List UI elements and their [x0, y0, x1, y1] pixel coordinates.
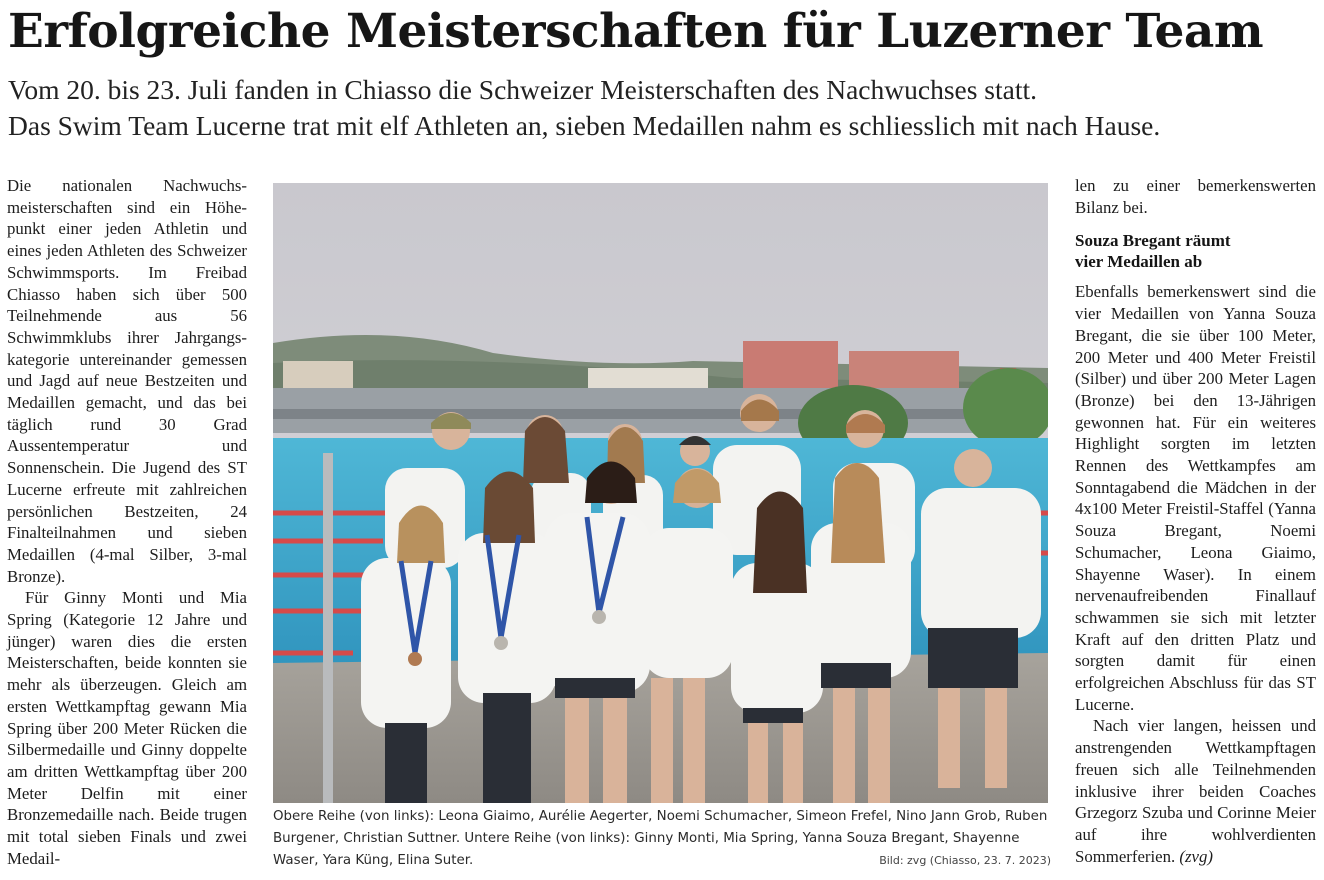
article-headline: Erfolgreiche Meisterschaften für Luzerner Team: [8, 4, 1264, 59]
subheading-line-1: Souza Bregant räumt: [1075, 231, 1231, 251]
right-text-column: [1075, 175, 1316, 867]
right-paragraph-2: Ebenfalls bemerkenswert sind die vier Medaillen von Yanna Souza Bregant, die sie über 100 Meter, 200 Meter und 400 Meter Freistil (Silber) und über 200 Meter Lagen (Bronze) bei den 13-Jährigen gewonnen hat. Für ein weiteres Highlight sorgten im letzten Rennen des Wettkampfes am Sonntagabend die Mädchen in der 4x100 Meter Freistil-Staffel (Yanna Souza Bregant, Noemi Schumacher, Leona Giaimo, Shayenne Waser). In einem nervenaufreibenden Finallauf schwammen sie sich mit letzter Kraft auf den dritten Platz und sorgten damit für einen erfolgreichen Abschluss für das ST Lucerne.: [1075, 282, 1316, 714]
lead-line-2: Das Swim Team Lucerne trat mit elf Athleten an, sieben Medaillen nahm es schliesslich mit nach Hause.: [8, 110, 1161, 141]
subheading-line-2: vier Medaillen ab: [1075, 252, 1203, 272]
right-paragraph-3: [1075, 715, 1316, 867]
left-text-column: [7, 175, 247, 870]
author-signature: (zvg): [1179, 846, 1213, 866]
right-paragraph-3-text: Nach vier langen, heissen und anstrengenden Wettkampftagen freuen sich alle Teilnehmenden inklusive ihrer beiden Coaches Grzegorz Szuba und Corinne Meier auf ihre wohlverdienten Sommerferien.: [1075, 716, 1316, 866]
photo-caption: [273, 806, 1051, 872]
left-paragraph-1: Die nationalen Nachwuchsmeisterschaften sind ein Höhepunkt einer jeden Athletin und eines jeden Athleten des Schweizer Schwimmsports. Im Freibad Chiasso haben sich über 500 Teilnehmende aus 56 Schwimmklubs ihrer Jahrgangskategorie untereinander gemessen und Jagd auf neue Bestzeiten und Medaillen gemacht, und das bei täglich rund 30 Grad Aussentemperatur und Sonnenschein. Die Jugend des ST Lucerne erfreute mit zahlreichen persönlichen Bestzeiten, 24 Finalteilnahmen und sieben Medaillen (4-mal Silber, 3-mal Bronze).: [7, 176, 247, 586]
caption-text: Obere Reihe (von links): Leona Giaimo, Aurélie Aegerter, Noemi Schumacher, Simeon Frefel, Nino Jann Grob, Ruben Burgener, Christian Suttner. Untere Reihe (von links): Ginny Monti, Mia Spring, Yanna Souza Bregant, Shayenne Waser, Yara Küng, Elina Suter.: [273, 809, 1048, 868]
subheading: [1075, 230, 1316, 272]
photo-credit: Bild: zvg (Chiasso, 23. 7. 2023): [879, 854, 1051, 867]
right-paragraph-1: len zu einer bemerkenswerten Bilanz bei.: [1075, 176, 1316, 217]
left-paragraph-2: Für Ginny Monti und Mia Spring (Kategorie 12 Jahre und jünger) waren dies die ersten Meisterschaften, beide konnten sie mehr als überzeugen. Gleich am ersten Wettkampftag gewann Mia Spring über 200 Meter Rücken die Silbermedaille und Ginny doppelte am dritten Wettkampftag über 200 Meter Delfin mit einer Bronzemedaille nach. Beide trugen mit total sieben Finals und zwei Medail-: [7, 588, 247, 868]
lead-line-1: Vom 20. bis 23. Juli fanden in Chiasso die Schweizer Meisterschaften des Nachwuchses statt.: [8, 74, 1038, 105]
article-lead: [8, 72, 1318, 144]
team-photo: [273, 183, 1048, 803]
